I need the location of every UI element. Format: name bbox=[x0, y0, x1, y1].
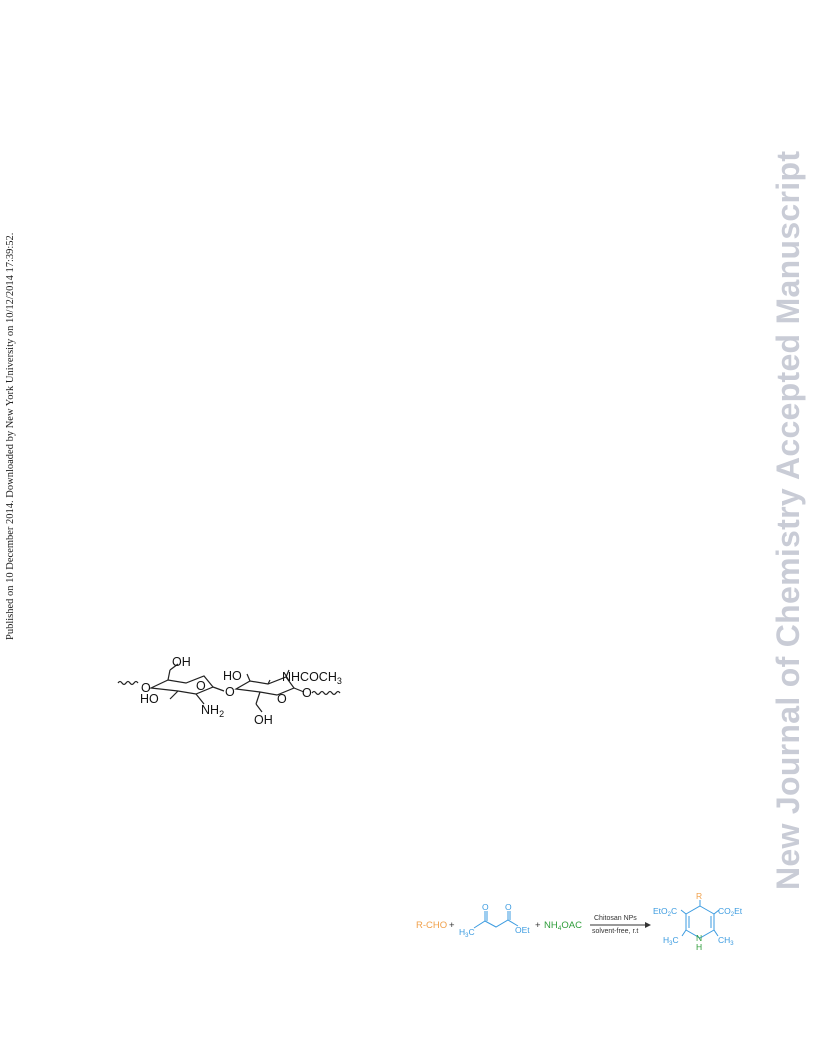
chitosan-structure-figure bbox=[112, 650, 362, 735]
label-nhcoch3: $NHCOCH_3$ bbox=[282, 670, 342, 686]
journal-watermark: New Journal of Chemistry Accepted Manuscript bbox=[770, 150, 806, 890]
conditions-catalyst: Chitosan NPs bbox=[594, 915, 637, 922]
wavy-bond-right bbox=[312, 692, 340, 695]
hantzsch-reaction-scheme bbox=[412, 890, 752, 956]
label-ho-left: HO bbox=[140, 692, 159, 706]
plus-sign-1: + bbox=[449, 920, 455, 931]
ketoester-o1: O bbox=[482, 902, 489, 912]
reactant-aldehyde: R-CHO bbox=[416, 920, 448, 931]
label-o-ring-2: O bbox=[277, 692, 287, 706]
product-eto2c: EtO$_2$C bbox=[653, 906, 678, 918]
product-n: N bbox=[696, 933, 703, 943]
label-o-link: O bbox=[225, 685, 235, 699]
label-oh-top: OH bbox=[172, 655, 191, 669]
label-o-right: O bbox=[302, 686, 312, 700]
ketoester-o2: O bbox=[505, 902, 512, 912]
label-o-ring-1: O bbox=[196, 679, 206, 693]
product-co2et: $CO_2Et$ bbox=[718, 906, 743, 918]
wavy-bond-left bbox=[118, 682, 138, 685]
label-nh2: $NH_2$ bbox=[201, 703, 225, 719]
label-ho-top: HO bbox=[223, 669, 242, 683]
conditions-solvent: solvent-free, r.t bbox=[592, 928, 639, 935]
label-oh-bottom: OH bbox=[254, 713, 273, 727]
label-o-left: O bbox=[141, 681, 151, 695]
product-h3c: $H_3C$ bbox=[663, 935, 679, 947]
ketoester-skeleton bbox=[474, 911, 518, 928]
plus-sign-2: + bbox=[535, 920, 541, 931]
reactant-ammonium-acetate: $NH_4OAC$ bbox=[544, 920, 582, 932]
publication-sidebar-note: Published on 10 December 2014. Downloaded by New York University on 10/12/2014 17:39:52. bbox=[5, 232, 16, 640]
ketoester-oet: OEt bbox=[515, 925, 530, 935]
ketoester-h3c: $H_3C$ bbox=[459, 927, 475, 939]
product-h: H bbox=[696, 942, 703, 952]
product-r: R bbox=[696, 891, 703, 901]
product-ch3: $CH_3$ bbox=[718, 935, 734, 947]
